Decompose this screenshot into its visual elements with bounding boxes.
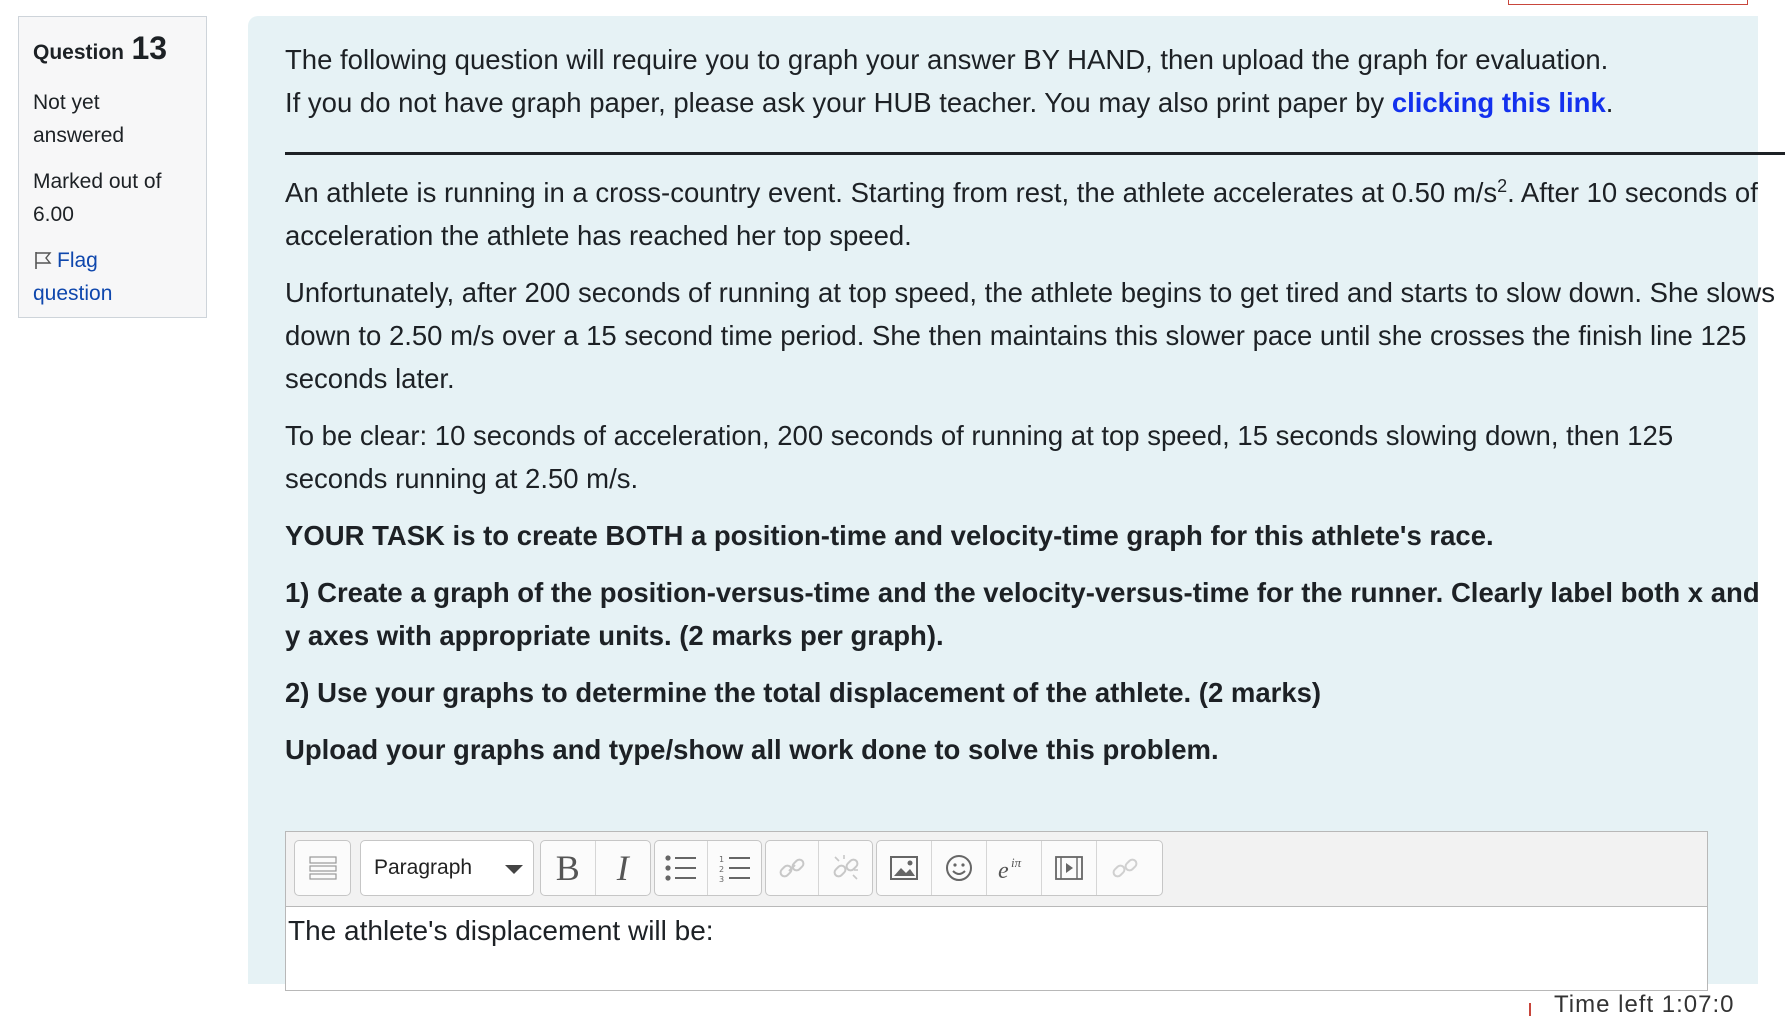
question-grade: Marked out of 6.00 (33, 170, 162, 226)
intro-line-1: The following question will require you to graph your answer BY HAND, then upload the graph for evaluation. (285, 44, 1609, 75)
timer-fragment (1526, 991, 1738, 1018)
link-icon (777, 853, 807, 883)
editor-toolbar (286, 832, 1707, 907)
question-number-heading (33, 31, 192, 72)
question-text (285, 38, 1775, 785)
unordered-list-button[interactable] (655, 841, 708, 895)
insert-emoji-button[interactable] (932, 841, 987, 895)
task-item-2: 2) Use your graphs to determine the total displacement of the athlete. (2 marks) (285, 677, 1322, 708)
flag-question-link[interactable]: Flag question (33, 249, 113, 305)
question-number: 13 (131, 30, 168, 66)
bullet-list-icon (664, 853, 698, 883)
ordered-list-button[interactable] (708, 841, 761, 895)
divider (285, 152, 1785, 155)
manage-files-button[interactable] (1097, 841, 1152, 895)
unlink-icon (831, 853, 861, 883)
svg-text:1: 1 (718, 855, 724, 864)
equation-editor-button[interactable] (987, 841, 1042, 895)
svg-text:2: 2 (718, 865, 724, 874)
upload-instruction: Upload your graphs and type/show all work done to solve this problem. (285, 734, 1219, 765)
question-info (18, 16, 207, 318)
graph-paper-link[interactable]: clicking this link (1391, 87, 1606, 118)
toolbar-toggle-icon (308, 855, 338, 881)
flag-icon (33, 250, 53, 270)
bold-button[interactable]: B (541, 841, 596, 895)
problem-paragraph-2: Unfortunately, after 200 seconds of running at top speed, the athlete begins to get tired and starts to slow down. She slows down to 2.50 m/s over a 15 second time period. She then maintains this slower pace until she crosses the finish line 125 seconds later. (285, 277, 1775, 394)
svg-text:e: e (998, 858, 1009, 884)
editor-text-area[interactable]: The athlete's displacement will be: (288, 915, 714, 946)
task-statement: YOUR TASK is to create BOTH a position-time and velocity-time graph for this athlete's race. (285, 520, 1494, 551)
insert-media-button[interactable] (1042, 841, 1097, 895)
problem-paragraph-1: An athlete is running in a cross-country event. Starting from rest, the athlete accelerates at 0.50 $m/s^2$. After 10 seconds of acceleration the athlete has reached her top speed. (285, 175, 1758, 251)
equation-icon (996, 853, 1032, 883)
question-state: Not yet answered (33, 91, 125, 147)
answer-editor (285, 831, 1708, 991)
link-icon-disabled (1110, 853, 1140, 883)
timer-box-border (1508, 0, 1748, 5)
smiley-icon (944, 853, 974, 883)
toolbar-toggle-button[interactable] (295, 841, 350, 895)
image-icon (889, 854, 919, 882)
chevron-down-icon (505, 865, 523, 874)
numbered-list-icon (718, 853, 752, 883)
unlink-button[interactable] (819, 841, 872, 895)
task-item-1: 1) Create a graph of the position-versus-time and the velocity-versus-time for the runner. Clearly label both x and y axes with appropriate units. (2 marks per graph). (285, 577, 1760, 651)
intro-line-2: If you do not have graph paper, please ask your HUB teacher. You may also print paper by clicking this link. (285, 87, 1614, 118)
media-icon (1054, 853, 1084, 883)
problem-paragraph-3: To be clear: 10 seconds of acceleration, 200 seconds of running at top speed, 15 seconds slowing down, then 125 seconds running at 2.50 m/s. (285, 420, 1674, 494)
insert-image-button[interactable] (877, 841, 932, 895)
question-content (248, 16, 1775, 984)
svg-text:3: 3 (718, 875, 724, 884)
svg-text:iπ: iπ (1011, 855, 1022, 870)
question-label: Question (33, 41, 125, 64)
time-left-text: Time left 1:07:0 (1554, 991, 1735, 1018)
paragraph-format-select[interactable]: Paragraph (360, 840, 534, 896)
italic-button[interactable]: I (616, 848, 629, 888)
link-button[interactable] (766, 841, 819, 895)
